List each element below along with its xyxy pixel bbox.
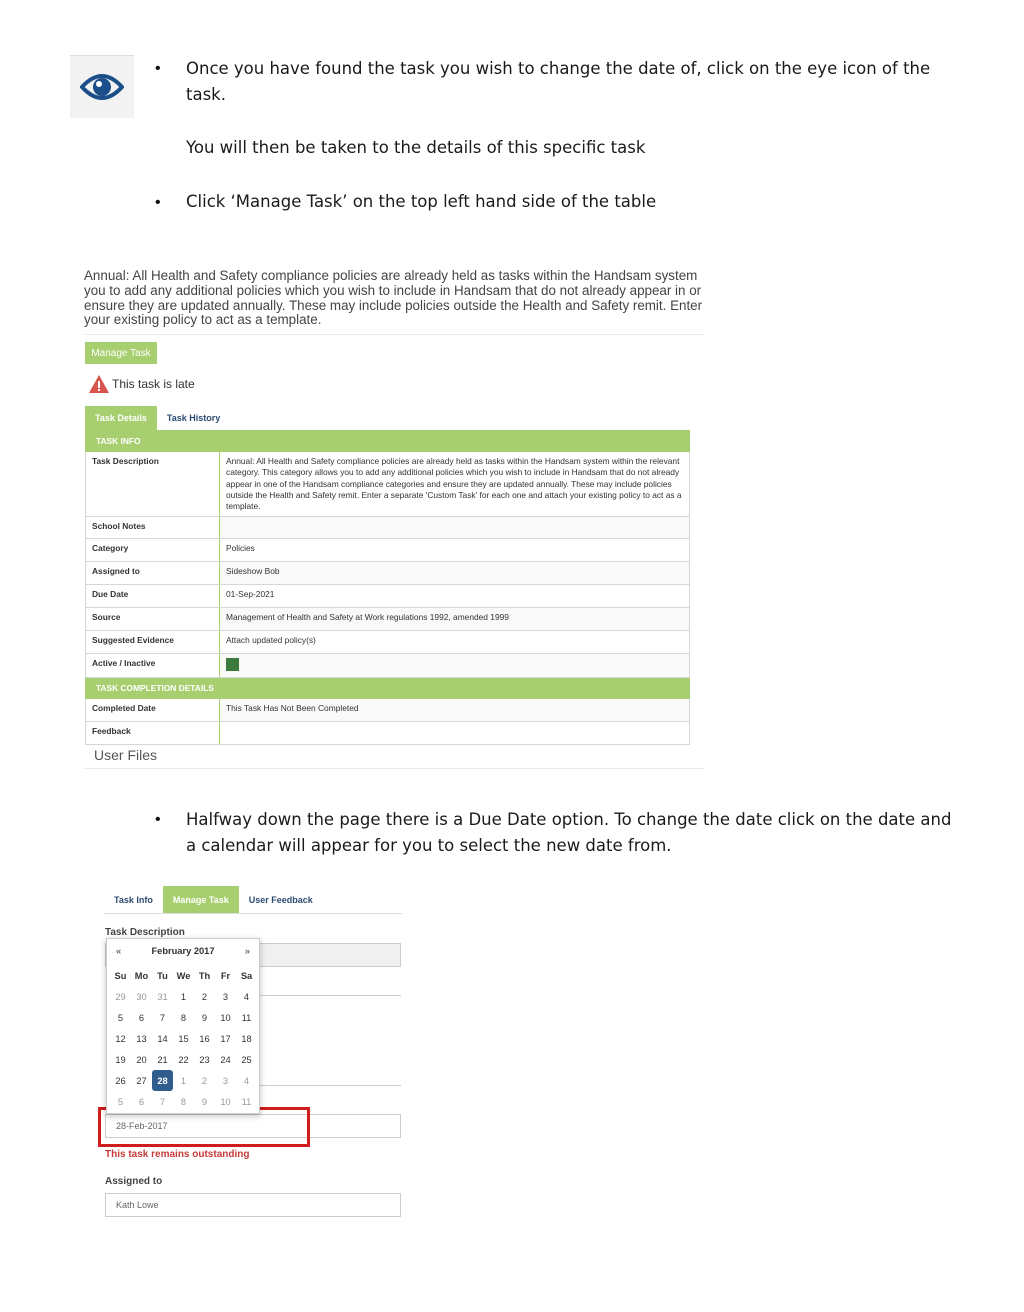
due-date-input-value: 28-Feb-2017 bbox=[116, 1121, 168, 1131]
calendar-day[interactable]: 7 bbox=[159, 1096, 166, 1107]
calendar-day[interactable]: 19 bbox=[115, 1054, 126, 1065]
row-label: Task Description bbox=[86, 452, 220, 517]
user-files-heading: User Files bbox=[94, 747, 158, 763]
assigned-to-label: Assigned to bbox=[105, 1176, 163, 1187]
tab-task-details[interactable]: Task Details bbox=[85, 406, 157, 430]
late-warning-text: This task is late bbox=[112, 377, 195, 391]
row-label: Suggested Evidence bbox=[86, 631, 220, 654]
calendar-day[interactable]: 20 bbox=[136, 1054, 147, 1065]
calendar-day[interactable]: 14 bbox=[157, 1033, 168, 1044]
weekday-header: Tu bbox=[157, 970, 168, 981]
completed-date-value: This Task Has Not Been Completed bbox=[220, 699, 690, 722]
calendar-day[interactable]: 8 bbox=[180, 1012, 187, 1023]
instruction-step-3-line-1: Halfway down the page there is a Due Date option. To change the date click on the date and bbox=[186, 810, 952, 829]
table-row bbox=[86, 562, 690, 585]
tab-task-info[interactable]: Task Info bbox=[114, 894, 153, 905]
row-value bbox=[220, 517, 690, 539]
calendar-day[interactable]: 3 bbox=[222, 1075, 229, 1086]
weekday-header: Mo bbox=[134, 970, 149, 981]
prev-month-button[interactable]: « bbox=[116, 946, 122, 956]
next-month-button[interactable]: » bbox=[244, 946, 250, 956]
bullet-marker: • bbox=[155, 194, 161, 211]
weekday-header: Th bbox=[198, 970, 211, 981]
tab-user-feedback[interactable]: User Feedback bbox=[248, 894, 313, 905]
divider bbox=[254, 1085, 401, 1086]
calendar-day[interactable]: 4 bbox=[243, 1075, 250, 1086]
calendar-day[interactable]: 4 bbox=[243, 991, 250, 1002]
row-value: Policies bbox=[220, 539, 690, 562]
manage-task-screenshot bbox=[104, 885, 404, 1220]
calendar-day[interactable]: 18 bbox=[241, 1033, 252, 1044]
row-label: Assigned to bbox=[86, 562, 220, 585]
calendar-day[interactable]: 22 bbox=[178, 1054, 189, 1065]
calendar-day[interactable]: 1 bbox=[180, 991, 187, 1002]
assigned-to-field[interactable] bbox=[105, 1193, 401, 1217]
calendar-day[interactable]: 16 bbox=[199, 1033, 210, 1044]
calendar-day[interactable]: 3 bbox=[222, 991, 229, 1002]
task-intro-line: your existing policy to act as a template. bbox=[84, 312, 322, 328]
date-picker-header bbox=[107, 943, 259, 959]
calendar-day[interactable]: 7 bbox=[159, 1012, 166, 1023]
assigned-to-value: Kath Lowe bbox=[116, 1200, 159, 1210]
calendar-day-selected[interactable]: 28 bbox=[152, 1070, 173, 1091]
calendar-day[interactable]: 6 bbox=[138, 1012, 145, 1023]
calendar-day[interactable]: 13 bbox=[136, 1033, 147, 1044]
task-tabs bbox=[85, 406, 230, 430]
instruction-step-1-line-1: Once you have found the task you wish to change the date of, click on the eye icon of the bbox=[186, 59, 931, 78]
tab-task-history[interactable]: Task History bbox=[157, 406, 230, 430]
task-intro-line: you to add any additional policies which you wish to include in Handsam that do not already appear in or bbox=[84, 282, 702, 298]
eye-icon bbox=[80, 69, 124, 105]
task-intro-line: Annual: All Health and Safety compliance policies are already held as tasks within the Handsam system bbox=[84, 268, 698, 283]
calendar-day[interactable]: 25 bbox=[241, 1054, 252, 1065]
row-value: Annual: All Health and Safety compliance policies are already held as tasks within the Handsam system within the relevant category. This category allows you to add any additional policies which you wish to include in Handsam that do not already appear in one of the Handsam compliance categories and ensure they are updated annually. These may include policies outside the Health and Safety remit. Enter a separate 'Custom Task' for each one and attach your existing policy to act as a template. bbox=[220, 452, 690, 517]
row-value bbox=[220, 654, 690, 678]
divider bbox=[84, 768, 704, 769]
table-row bbox=[86, 654, 690, 678]
month-title[interactable]: February 2017 bbox=[151, 946, 215, 956]
date-picker bbox=[106, 938, 260, 1114]
task-intro-line: ensure they are updated annually. These may include policies outside the Health and Safety remit. Enter bbox=[84, 297, 703, 313]
row-value: Management of Health and Safety at Work regulations 1992, amended 1999 bbox=[220, 608, 690, 631]
bullet-marker: • bbox=[155, 811, 161, 828]
calendar-day[interactable]: 17 bbox=[220, 1033, 231, 1044]
calendar-day[interactable]: 23 bbox=[199, 1054, 210, 1065]
weekday-header: We bbox=[176, 970, 191, 981]
calendar-day[interactable]: 9 bbox=[201, 1096, 208, 1107]
table-row bbox=[86, 585, 690, 608]
outstanding-message: This task remains outstanding bbox=[105, 1149, 250, 1160]
row-value: Attach updated policy(s) bbox=[220, 631, 690, 654]
calendar-day[interactable]: 24 bbox=[220, 1054, 231, 1065]
instruction-step-3-line-2: a calendar will appear for you to select the new date from. bbox=[186, 836, 672, 855]
row-label: School Notes bbox=[86, 517, 220, 539]
calendar-grid bbox=[110, 965, 257, 1112]
table-row bbox=[86, 722, 690, 745]
instruction-step-2: Click ‘Manage Task’ on the top left hand side of the table bbox=[186, 192, 657, 211]
calendar-day[interactable]: 2 bbox=[201, 1075, 208, 1086]
calendar-day[interactable]: 5 bbox=[117, 1012, 124, 1023]
warning-icon bbox=[88, 374, 110, 394]
instruction-note: You will then be taken to the details of this specific task bbox=[186, 138, 646, 157]
instruction-step-1 bbox=[186, 56, 930, 108]
row-value bbox=[220, 722, 690, 745]
calendar-day[interactable]: 8 bbox=[180, 1096, 187, 1107]
table-row bbox=[86, 539, 690, 562]
eye-icon-thumbnail bbox=[70, 55, 134, 118]
weekday-header: Fr bbox=[220, 970, 231, 981]
task-intro-text bbox=[84, 269, 704, 328]
manage-tabs bbox=[104, 886, 402, 914]
task-description-label: Task Description bbox=[105, 927, 185, 938]
row-label: Completed Date bbox=[86, 699, 220, 722]
active-status-square[interactable] bbox=[226, 658, 239, 671]
due-date-value: 01-Sep-2021 bbox=[220, 585, 690, 608]
row-label: Category bbox=[86, 539, 220, 562]
calendar-day[interactable]: 1 bbox=[180, 1075, 187, 1086]
row-label: Active / Inactive bbox=[86, 654, 220, 678]
bullet-marker: • bbox=[155, 60, 161, 77]
calendar-day[interactable]: 29 bbox=[115, 991, 126, 1002]
calendar-day[interactable]: 21 bbox=[157, 1054, 168, 1065]
calendar-day[interactable]: 11 bbox=[241, 1012, 252, 1023]
divider bbox=[84, 334, 704, 335]
calendar-day[interactable]: 10 bbox=[220, 1096, 231, 1107]
calendar-day[interactable]: 31 bbox=[157, 991, 168, 1002]
calendar-day[interactable]: 11 bbox=[241, 1096, 252, 1107]
calendar-day[interactable]: 6 bbox=[138, 1096, 145, 1107]
table-row bbox=[86, 699, 690, 722]
task-details-screenshot bbox=[84, 267, 704, 769]
divider bbox=[254, 995, 401, 996]
table-row bbox=[86, 517, 690, 539]
calendar-day[interactable]: 5 bbox=[117, 1096, 124, 1107]
row-label: Source bbox=[86, 608, 220, 631]
calendar-day[interactable]: 27 bbox=[136, 1075, 147, 1086]
table-row bbox=[86, 608, 690, 631]
calendar-day[interactable]: 9 bbox=[201, 1012, 208, 1023]
row-value: Sideshow Bob bbox=[220, 562, 690, 585]
calendar-day[interactable]: 2 bbox=[201, 991, 208, 1002]
table-row bbox=[86, 631, 690, 654]
weekday-header: Su bbox=[114, 970, 127, 981]
instruction-step-1-line-2: task. bbox=[186, 85, 226, 104]
calendar-day[interactable]: 12 bbox=[115, 1033, 126, 1044]
section-header-task-info: TASK INFO bbox=[86, 431, 690, 452]
weekday-header: Sa bbox=[240, 970, 253, 981]
tab-manage-task[interactable]: Manage Task bbox=[163, 886, 239, 913]
table-row bbox=[86, 452, 690, 517]
late-warning bbox=[88, 374, 195, 394]
row-label: Feedback bbox=[86, 722, 220, 745]
calendar-day[interactable]: 30 bbox=[136, 991, 147, 1002]
calendar-day[interactable]: 10 bbox=[220, 1012, 231, 1023]
instruction-step-3 bbox=[186, 807, 951, 859]
manage-task-button[interactable]: Manage Task bbox=[85, 342, 157, 364]
calendar-day[interactable]: 26 bbox=[115, 1075, 126, 1086]
section-header-completion: TASK COMPLETION DETAILS bbox=[86, 678, 690, 699]
calendar-day[interactable]: 15 bbox=[178, 1033, 189, 1044]
row-label: Due Date bbox=[86, 585, 220, 608]
task-info-table bbox=[85, 430, 690, 745]
